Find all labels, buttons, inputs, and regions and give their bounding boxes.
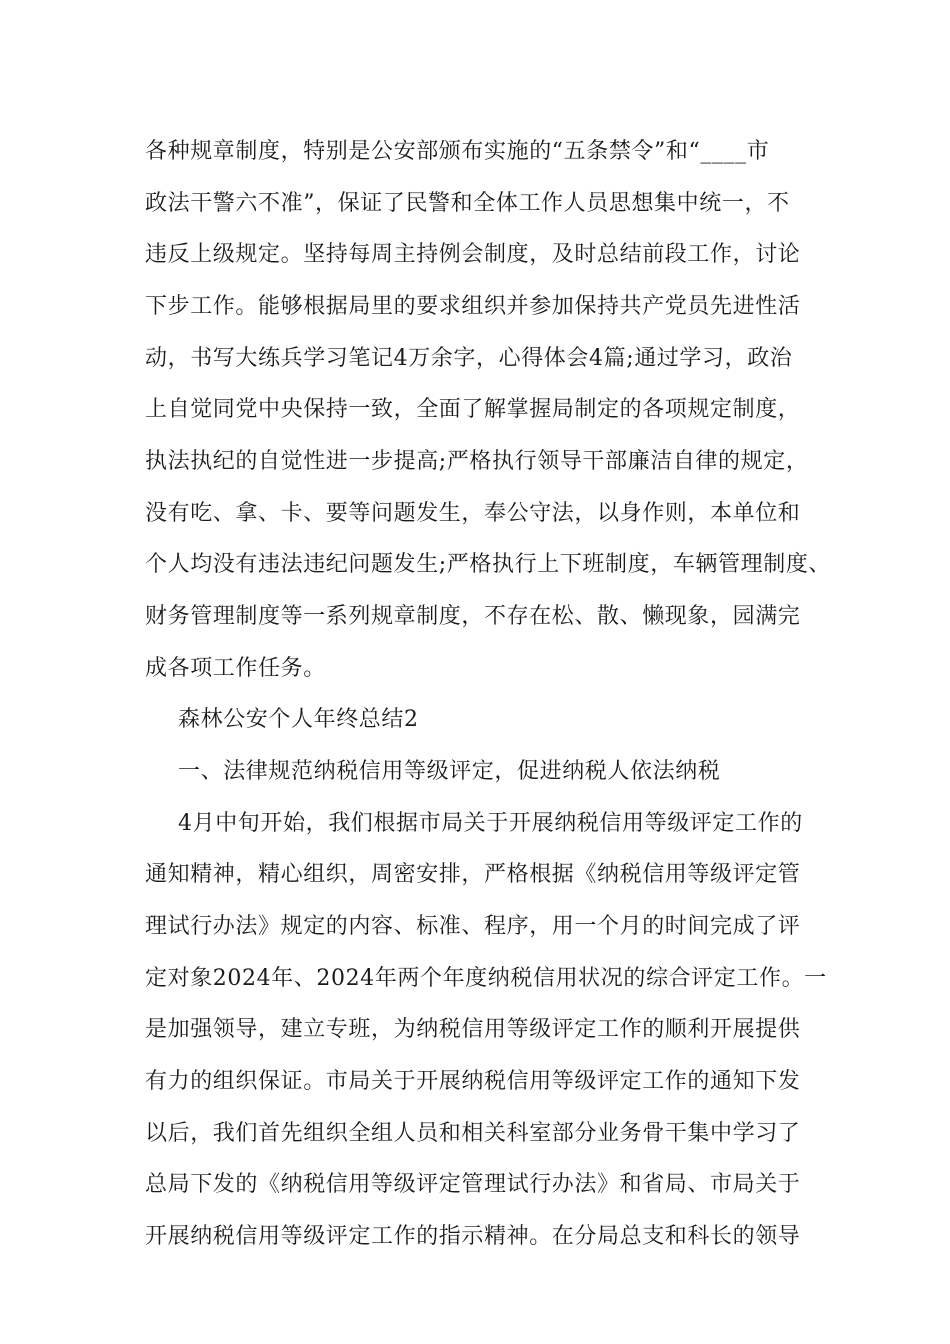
text-line: 总局下发的《纳税信用等级评定管理试行办法》和省局、市局关于 [145,1172,801,1197]
text-line: 没有吃、拿、卡、要等问题发生，奉公守法，以身作则，本单位和 [145,501,801,526]
text-line: 开展纳税信用等级评定工作的指示精神。在分局总支和科长的领导 [145,1224,801,1249]
text-line: 财务管理制度等一系列规章制度，不存在松、散、懒现象，园满完 [145,604,801,629]
text-line: 成各项工作任务。 [145,656,326,681]
text-line: 以后，我们首先组织全组人员和相关科室部分业务骨干集中学习了 [145,1121,801,1146]
text-line: 下步工作。能够根据局里的要求组织并参加保持共产党员先进性活 [145,294,801,319]
text-line: 理试行办法》规定的内容、标准、程序，用一个月的时间完成了评 [145,914,801,939]
text-line: 通知精神，精心组织，周密安排，严格根据《纳税信用等级评定管 [145,862,801,887]
text-line: 上自觉同党中央保持一致，全面了解掌握局制定的各项规定制度， [145,397,801,422]
text-line: 有力的组织保证。市局关于开展纳税信用等级评定工作的通知下发 [145,1069,801,1094]
text-line: 各种规章制度，特别是公安部颁布实施的“五条禁令”和“____市 [145,139,770,164]
text-line: 定对象2024年、2024年两个年度纳税信用状况的综合评定工作。一 [145,966,827,991]
text-line: 4月中旬开始，我们根据市局关于开展纳税信用等级评定工作的 [178,811,803,836]
text-line: 个人均没有违法违纪问题发生;严格执行上下班制度，车辆管理制度、 [145,552,832,577]
section-heading: 森林公安个人年终总结2 [178,707,419,732]
text-line: 是加强领导，建立专班，为纳税信用等级评定工作的顺利开展提供 [145,1017,801,1042]
text-line: 政法干警六不准”，保证了民警和全体工作人员思想集中统一，不 [145,191,790,216]
subsection-heading: 一、法律规范纳税信用等级评定，促进纳税人依法纳税 [178,759,721,784]
text-line: 违反上级规定。坚持每周主持例会制度，及时总结前段工作，讨论 [145,242,801,267]
text-line: 执法执纪的自觉性进一步提高;严格执行领导干部廉洁自律的规定， [145,449,809,474]
text-line: 动，书写大练兵学习笔记4万余字，心得体会4篇;通过学习，政治 [145,346,793,371]
